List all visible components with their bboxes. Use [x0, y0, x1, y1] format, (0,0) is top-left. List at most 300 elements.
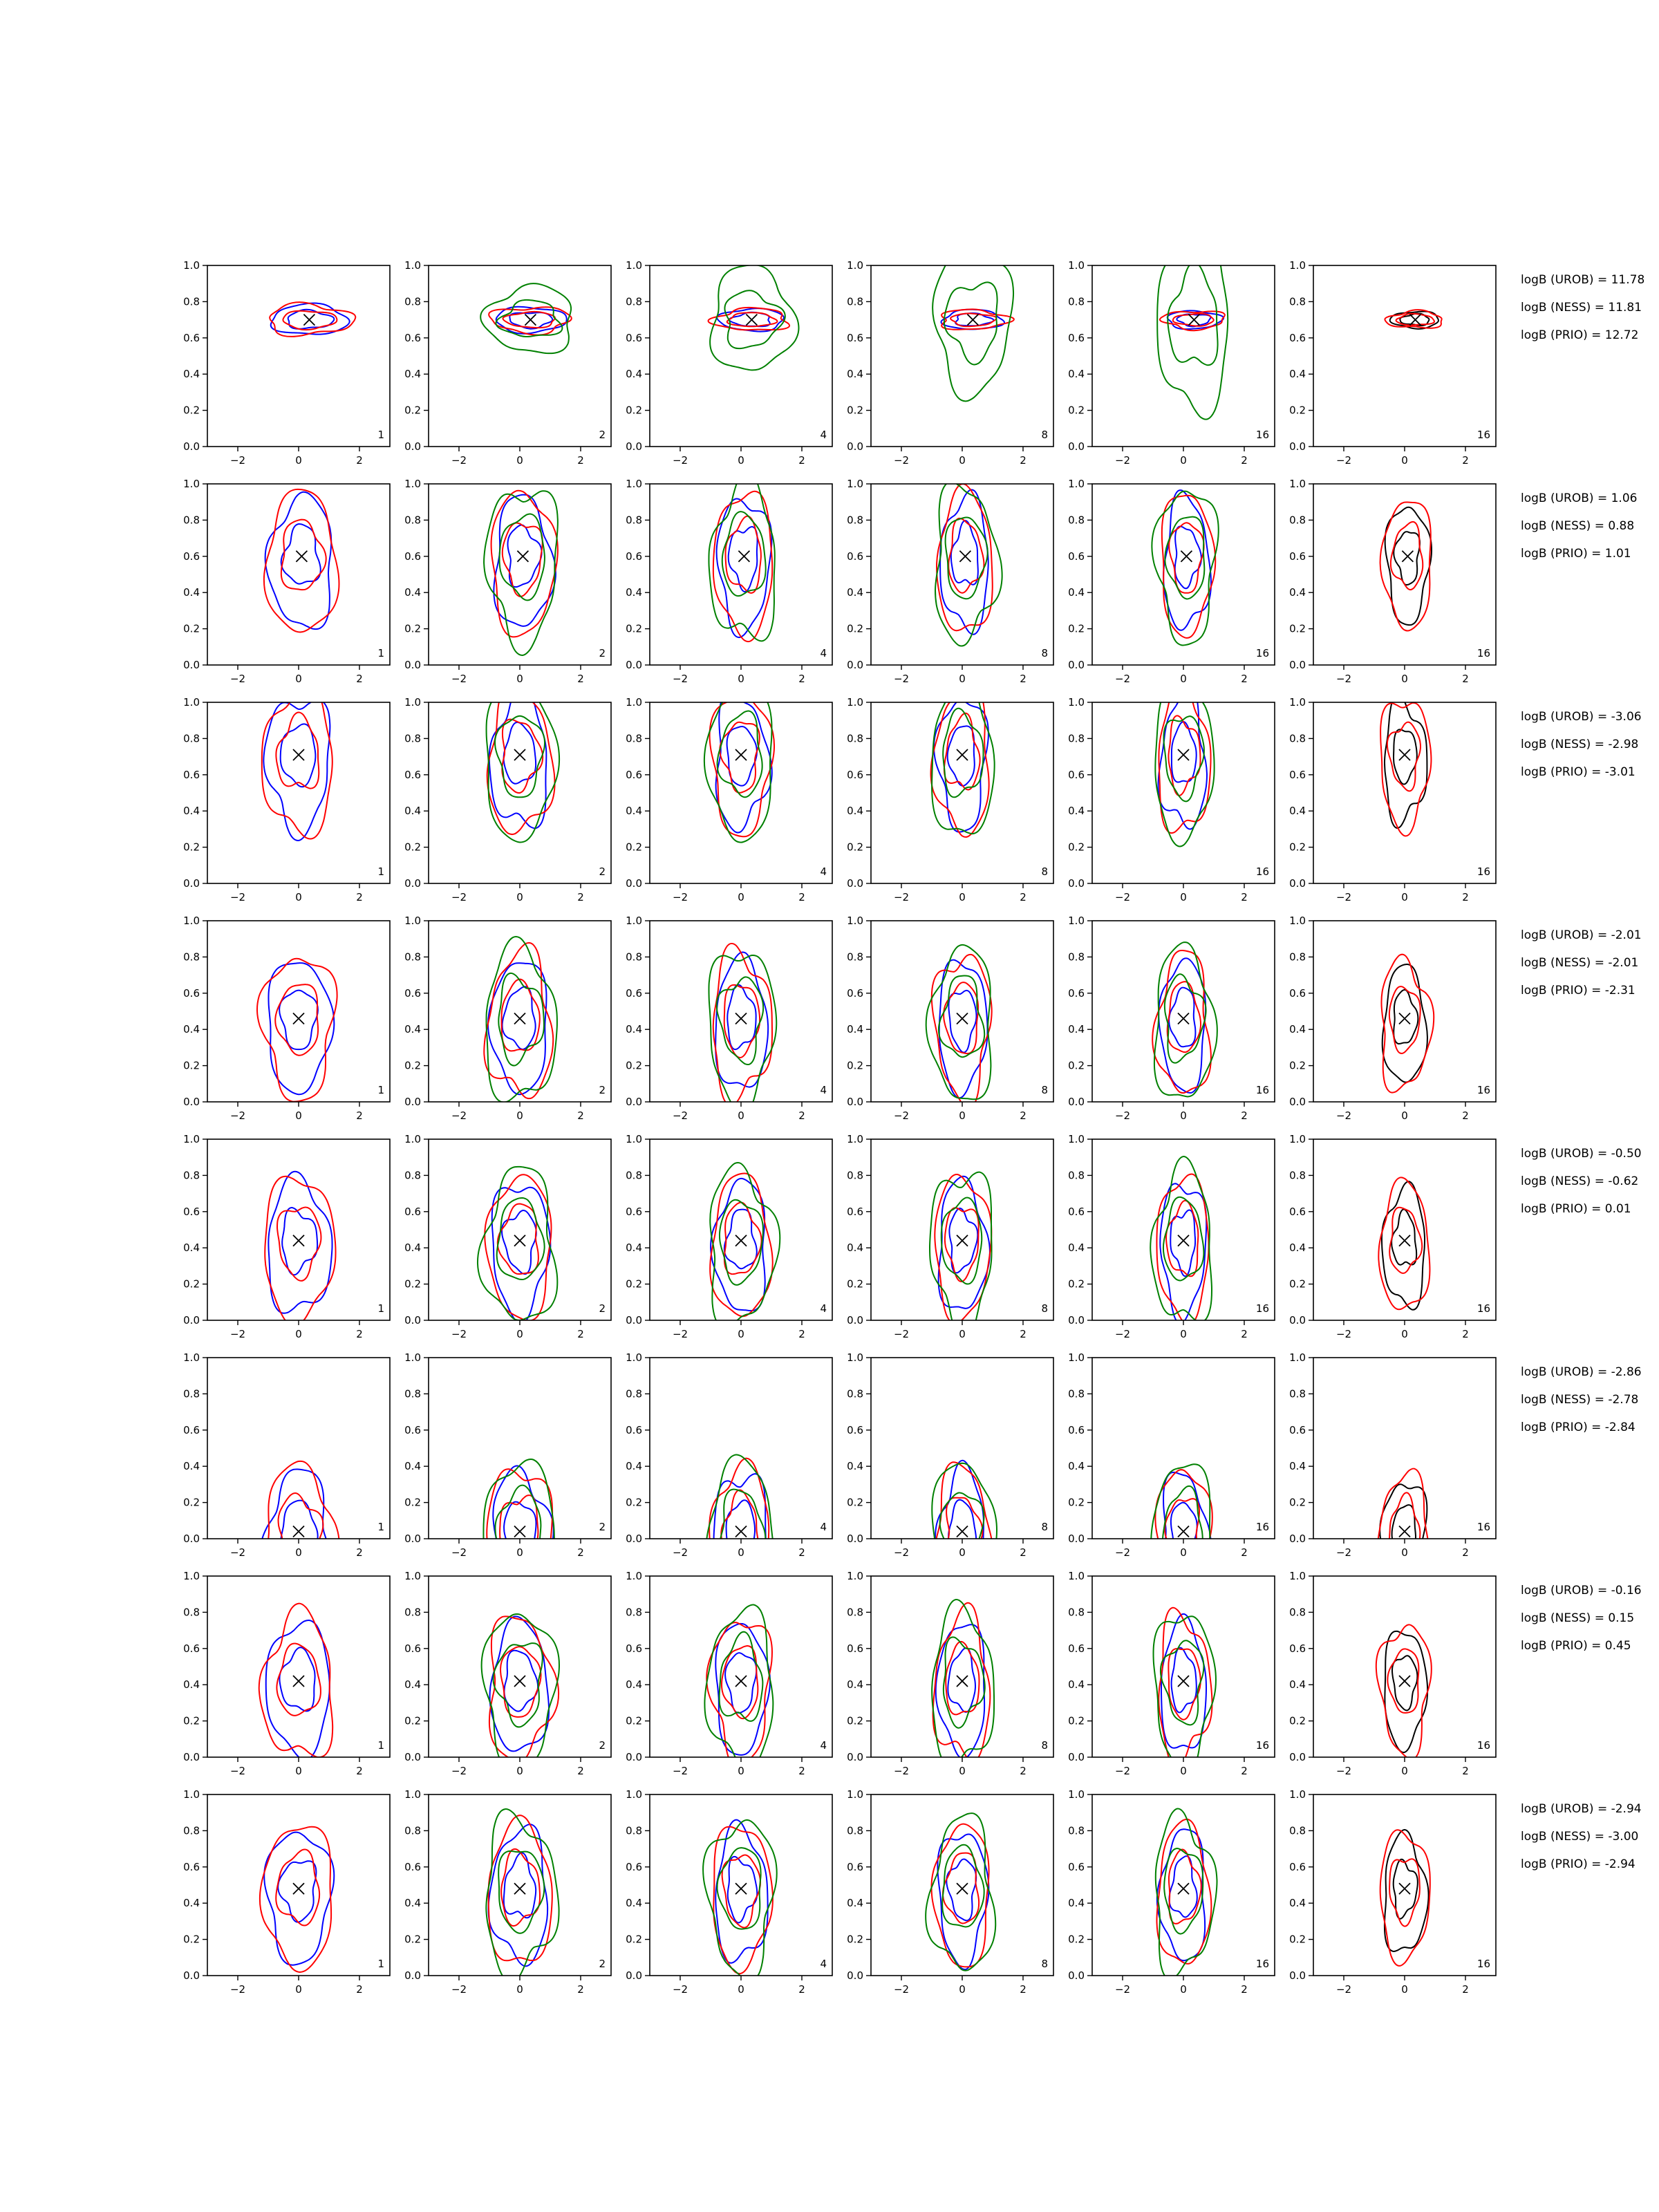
- x-tick-label: −2: [672, 673, 688, 685]
- y-tick-label: 0.0: [183, 659, 200, 671]
- x-tick-label: −2: [893, 454, 910, 467]
- truth-marker: [1181, 551, 1192, 562]
- y-tick-label: 0.2: [1068, 1933, 1085, 1946]
- logb-annotation: logB (PRIO) = -2.84: [1521, 1421, 1635, 1434]
- panel-r8-c3: [626, 1788, 832, 1996]
- axes-frame: [1313, 1794, 1496, 1976]
- y-tick-label: 1.0: [404, 1351, 421, 1364]
- x-tick-label: 2: [1020, 891, 1027, 903]
- axes-frame: [1092, 1358, 1275, 1539]
- x-tick-label: 2: [1241, 1983, 1248, 1996]
- contour-group: [1156, 1808, 1217, 1979]
- x-tick-label: −2: [1114, 1546, 1131, 1559]
- y-tick-label: 1.0: [1068, 696, 1085, 709]
- x-tick-label: 0: [738, 1546, 744, 1559]
- x-tick-label: 2: [577, 454, 584, 467]
- panel-r8-c5: [1068, 1788, 1275, 1996]
- ness-contour-level-1: [264, 489, 339, 632]
- panel-r8-c6: [1289, 1788, 1496, 1996]
- y-tick-label: 0.0: [1289, 1969, 1306, 1982]
- x-tick-label: −2: [451, 1109, 467, 1122]
- panel-column-label: 16: [1255, 1739, 1269, 1752]
- y-tick-label: 1.0: [626, 915, 642, 927]
- x-tick-label: 0: [959, 1109, 966, 1122]
- y-tick-label: 0.2: [847, 1933, 863, 1946]
- logb-annotation: logB (PRIO) = 0.45: [1521, 1639, 1631, 1653]
- x-tick-label: 0: [1180, 454, 1187, 467]
- contour-group: [260, 1827, 334, 1972]
- x-tick-label: −2: [672, 1546, 688, 1559]
- y-tick-label: 0.2: [404, 1933, 421, 1946]
- y-tick-label: 0.8: [1289, 1387, 1306, 1400]
- x-tick-label: 2: [356, 891, 363, 903]
- y-tick-label: 0.2: [1068, 1496, 1085, 1509]
- y-tick-label: 0.6: [404, 550, 421, 563]
- x-tick-label: 2: [798, 1109, 805, 1122]
- truth-marker: [293, 1676, 304, 1687]
- prio-contour-level-2: [943, 709, 983, 798]
- x-tick-label: 2: [577, 673, 584, 685]
- ness-contour-level-1: [484, 943, 553, 1098]
- truth-marker: [525, 315, 536, 326]
- panel-column-label: 4: [820, 1958, 827, 1970]
- panel-column-label: 1: [377, 1958, 384, 1970]
- panel-r1-c4: [847, 249, 1053, 467]
- y-tick-label: 1.0: [1068, 259, 1085, 272]
- panel-column-label: 1: [377, 647, 384, 659]
- axes-frame: [207, 265, 390, 447]
- y-tick-label: 1.0: [626, 1788, 642, 1801]
- contour-group: [704, 689, 774, 843]
- y-tick-label: 0.8: [183, 1824, 200, 1837]
- x-tick-label: 0: [1401, 891, 1408, 903]
- prio-contour-level-1: [1152, 491, 1218, 646]
- urob-contour-level-2: [1169, 1856, 1197, 1917]
- contour-group: [704, 1604, 773, 1770]
- y-tick-label: 0.8: [1068, 1824, 1085, 1837]
- prio-contour-level-1: [1151, 1464, 1210, 1621]
- x-tick-label: 0: [959, 1328, 966, 1340]
- x-tick-label: −2: [672, 1765, 688, 1777]
- contour-group: [1155, 679, 1214, 847]
- y-tick-label: 0.0: [1068, 1751, 1085, 1763]
- x-tick-label: 2: [798, 1983, 805, 1996]
- contour-group: [1151, 1464, 1212, 1621]
- axes-frame: [1313, 1139, 1496, 1320]
- prio-contour-level-1: [486, 1809, 559, 1983]
- x-tick-label: 2: [1020, 454, 1027, 467]
- y-tick-label: 0.0: [1289, 659, 1306, 671]
- y-tick-label: 0.2: [404, 404, 421, 417]
- y-tick-label: 1.0: [626, 1351, 642, 1364]
- contour-group: [703, 1820, 777, 1981]
- reference-contour-level-2: [1391, 1210, 1416, 1265]
- contour-group: [484, 491, 558, 655]
- panel-column-label: 16: [1477, 1302, 1490, 1315]
- reference-contour-level-2: [1392, 1656, 1417, 1710]
- x-tick-label: 2: [356, 1109, 363, 1122]
- y-tick-label: 0.4: [847, 1023, 863, 1036]
- y-tick-label: 0.8: [404, 1824, 421, 1837]
- logb-annotation: logB (UROB) = -2.01: [1521, 928, 1642, 942]
- logb-annotation: logB (PRIO) = 1.01: [1521, 547, 1631, 561]
- x-tick-label: −2: [1335, 1109, 1352, 1122]
- y-tick-label: 0.0: [1289, 440, 1306, 453]
- axes-frame: [1313, 1358, 1496, 1539]
- axes-frame: [1313, 265, 1496, 447]
- contour-group: [931, 676, 995, 837]
- y-tick-label: 0.2: [1289, 622, 1306, 635]
- truth-marker: [1178, 1676, 1189, 1687]
- panel-r4-c2: [404, 915, 611, 1122]
- y-tick-label: 0.6: [1289, 1860, 1306, 1873]
- prio-contour-level-2: [1163, 716, 1203, 801]
- x-tick-label: 2: [1241, 891, 1248, 903]
- x-tick-label: −2: [1114, 673, 1131, 685]
- truth-marker: [735, 1526, 747, 1537]
- truth-marker: [293, 749, 304, 760]
- contour-group: [478, 1167, 557, 1324]
- y-tick-label: 1.0: [847, 1351, 863, 1364]
- y-tick-label: 0.6: [847, 1642, 863, 1655]
- ness-contour-level-1: [713, 944, 772, 1106]
- truth-marker: [293, 1235, 304, 1246]
- truth-marker: [1399, 1235, 1410, 1246]
- urob-contour-level-2: [951, 521, 978, 585]
- y-tick-label: 0.6: [183, 1205, 200, 1218]
- x-tick-label: 0: [1180, 673, 1187, 685]
- y-tick-label: 0.2: [1068, 622, 1085, 635]
- y-tick-label: 0.2: [404, 1059, 421, 1072]
- x-tick-label: 0: [738, 1328, 744, 1340]
- y-tick-label: 0.0: [183, 1751, 200, 1763]
- panel-r1-c6: [1289, 259, 1496, 467]
- x-tick-label: 0: [295, 1328, 302, 1340]
- y-tick-label: 1.0: [183, 1788, 200, 1801]
- y-tick-label: 0.2: [404, 1496, 421, 1509]
- panel-r4-c6: [1289, 915, 1496, 1122]
- ness-contour-level-2: [1387, 722, 1421, 791]
- y-tick-label: 0.4: [404, 1023, 421, 1036]
- x-tick-label: 2: [798, 1765, 805, 1777]
- y-tick-label: 0.6: [626, 986, 642, 1000]
- panel-r8-c2: [404, 1788, 611, 1996]
- y-tick-label: 0.0: [183, 1314, 200, 1327]
- y-tick-label: 0.4: [404, 1897, 421, 1910]
- x-tick-label: 0: [1180, 891, 1187, 903]
- x-tick-label: 2: [1020, 673, 1027, 685]
- y-tick-label: 0.2: [847, 1277, 863, 1291]
- y-tick-label: 0.4: [1068, 1678, 1085, 1691]
- logb-annotation: logB (PRIO) = -2.94: [1521, 1857, 1635, 1871]
- y-tick-label: 0.2: [626, 1933, 642, 1946]
- x-tick-label: 2: [1241, 1109, 1248, 1122]
- y-tick-label: 0.6: [183, 768, 200, 781]
- panel-column-label: 1: [377, 1521, 384, 1533]
- panel-r6-c1: [183, 1351, 390, 1604]
- x-tick-label: −2: [229, 1546, 246, 1559]
- y-tick-label: 0.8: [626, 295, 642, 308]
- x-tick-label: 2: [577, 1983, 584, 1996]
- y-tick-label: 0.8: [1068, 1169, 1085, 1182]
- x-tick-label: 0: [295, 1983, 302, 1996]
- prio-contour-level-2: [942, 1845, 984, 1927]
- y-tick-label: 0.8: [1289, 732, 1306, 745]
- y-tick-label: 1.0: [1068, 1570, 1085, 1582]
- y-tick-label: 0.6: [183, 986, 200, 1000]
- y-tick-label: 0.0: [626, 877, 642, 890]
- y-tick-label: 0.4: [404, 1241, 421, 1255]
- x-tick-label: 2: [356, 673, 363, 685]
- y-tick-label: 1.0: [1289, 1133, 1306, 1145]
- axes-frame: [429, 265, 611, 447]
- panel-column-label: 1: [377, 1084, 384, 1096]
- panel-r2-c6: [1289, 478, 1496, 685]
- y-tick-label: 0.8: [1289, 1824, 1306, 1837]
- ness-contour-level-1: [489, 1616, 559, 1762]
- logb-annotation: logB (UROB) = -0.16: [1521, 1584, 1642, 1597]
- y-tick-label: 0.4: [1289, 368, 1306, 381]
- axes-frame: [429, 1358, 611, 1539]
- axes-frame: [1092, 265, 1275, 447]
- y-tick-label: 0.6: [1289, 1642, 1306, 1655]
- x-tick-label: 2: [577, 1765, 584, 1777]
- urob-contour-level-2: [1172, 722, 1197, 782]
- panel-r5-c4: [847, 1133, 1053, 1341]
- y-tick-label: 0.0: [404, 659, 421, 671]
- axes-frame: [871, 1358, 1053, 1539]
- x-tick-label: 0: [959, 891, 966, 903]
- y-tick-label: 0.6: [1289, 331, 1306, 344]
- y-tick-label: 0.6: [1289, 986, 1306, 1000]
- y-tick-label: 0.6: [847, 1205, 863, 1218]
- x-tick-label: −2: [451, 1983, 467, 1996]
- urob-contour-level-2: [724, 1210, 757, 1269]
- y-tick-label: 0.4: [1289, 1023, 1306, 1036]
- panel-column-label: 2: [599, 1739, 606, 1752]
- axes-frame: [1092, 484, 1275, 665]
- x-tick-label: −2: [672, 891, 688, 903]
- truth-marker: [1178, 1883, 1189, 1894]
- y-tick-label: 0.0: [404, 1969, 421, 1982]
- y-tick-label: 0.2: [183, 1496, 200, 1509]
- truth-marker: [514, 1013, 525, 1024]
- y-tick-label: 0.4: [404, 1460, 421, 1473]
- y-tick-label: 0.0: [626, 1314, 642, 1327]
- y-tick-label: 0.0: [847, 659, 863, 671]
- y-tick-label: 0.0: [847, 1533, 863, 1545]
- x-tick-label: −2: [229, 1328, 246, 1340]
- y-tick-label: 0.8: [1289, 950, 1306, 964]
- y-tick-label: 0.2: [1289, 1496, 1306, 1509]
- x-tick-label: 2: [356, 454, 363, 467]
- x-tick-label: 2: [1020, 1765, 1027, 1777]
- x-tick-label: −2: [1335, 673, 1352, 685]
- panel-r3-c6: [1289, 694, 1496, 903]
- truth-marker: [514, 1526, 525, 1537]
- contour-group: [935, 482, 1002, 646]
- x-tick-label: −2: [1114, 891, 1131, 903]
- y-tick-label: 0.2: [183, 1714, 200, 1727]
- x-tick-label: 0: [1180, 1328, 1187, 1340]
- panel-r5-c3: [626, 1133, 832, 1340]
- y-tick-label: 0.8: [1068, 1387, 1085, 1400]
- y-tick-label: 0.8: [183, 1169, 200, 1182]
- x-tick-label: 2: [1462, 1983, 1469, 1996]
- x-tick-label: 2: [1020, 1109, 1027, 1122]
- y-tick-label: 1.0: [1068, 1133, 1085, 1145]
- panel-column-label: 8: [1041, 429, 1048, 441]
- x-tick-label: −2: [1335, 1546, 1352, 1559]
- truth-marker: [293, 1013, 304, 1024]
- truth-marker: [957, 749, 968, 760]
- x-tick-label: 2: [1462, 1546, 1469, 1559]
- ness-contour-level-1: [260, 1827, 331, 1972]
- truth-marker: [1402, 551, 1413, 562]
- y-tick-label: 0.6: [847, 1860, 863, 1873]
- y-tick-label: 0.0: [1289, 1751, 1306, 1763]
- x-tick-label: 0: [959, 1765, 966, 1777]
- y-tick-label: 0.2: [404, 1714, 421, 1727]
- x-tick-label: 2: [1462, 454, 1469, 467]
- y-tick-label: 0.8: [626, 514, 642, 527]
- y-tick-label: 0.2: [1289, 1059, 1306, 1072]
- panel-r4-c3: [626, 915, 832, 1122]
- panel-column-label: 1: [377, 1302, 384, 1315]
- panel-r2-c2: [404, 478, 611, 685]
- y-tick-label: 1.0: [1068, 478, 1085, 490]
- urob-contour-level-2: [281, 524, 321, 584]
- panel-r6-c6: [1289, 1351, 1496, 1608]
- x-tick-label: −2: [1114, 454, 1131, 467]
- y-tick-label: 1.0: [404, 1570, 421, 1582]
- panel-column-label: 16: [1477, 1084, 1490, 1096]
- y-tick-label: 1.0: [847, 1788, 863, 1801]
- y-tick-label: 1.0: [847, 259, 863, 272]
- contour-group: [709, 471, 774, 641]
- contour-group: [926, 1813, 995, 1971]
- panel-column-label: 4: [820, 1084, 827, 1096]
- y-tick-label: 0.8: [626, 1824, 642, 1837]
- contour-group: [265, 1172, 335, 1327]
- y-tick-label: 0.8: [626, 1606, 642, 1619]
- y-tick-label: 1.0: [404, 259, 421, 272]
- y-tick-label: 1.0: [183, 1570, 200, 1582]
- truth-marker: [1409, 315, 1421, 326]
- panel-column-label: 1: [377, 865, 384, 878]
- panel-r3-c1: [183, 682, 390, 903]
- contour-group: [1380, 502, 1432, 630]
- y-tick-label: 1.0: [626, 696, 642, 709]
- y-tick-label: 0.4: [1289, 586, 1306, 599]
- y-tick-label: 0.4: [626, 368, 642, 381]
- y-tick-label: 0.8: [404, 1169, 421, 1182]
- y-tick-label: 0.8: [183, 1387, 200, 1400]
- y-tick-label: 1.0: [183, 1351, 200, 1364]
- panel-column-label: 2: [599, 1521, 606, 1533]
- contour-group: [926, 945, 992, 1108]
- truth-marker: [296, 551, 307, 562]
- x-tick-label: 0: [1401, 1546, 1408, 1559]
- y-tick-label: 0.4: [1068, 1460, 1085, 1473]
- y-tick-label: 0.6: [404, 1860, 421, 1873]
- panel-r1-c3: [626, 259, 832, 467]
- panel-column-label: 4: [820, 1739, 827, 1752]
- y-tick-label: 0.4: [183, 805, 200, 818]
- logb-annotation: logB (NESS) = -0.62: [1521, 1174, 1639, 1188]
- y-tick-label: 1.0: [1068, 1788, 1085, 1801]
- ness-contour-level-2: [503, 523, 543, 596]
- x-tick-label: 2: [1241, 673, 1248, 685]
- y-tick-label: 1.0: [847, 1570, 863, 1582]
- y-tick-label: 0.4: [183, 1897, 200, 1910]
- y-tick-label: 0.8: [847, 732, 863, 745]
- y-tick-label: 0.6: [626, 1860, 642, 1873]
- contour-group: [1380, 694, 1431, 836]
- panel-r4-c5: [1068, 915, 1275, 1122]
- y-tick-label: 1.0: [1289, 478, 1306, 490]
- x-tick-label: −2: [451, 1765, 467, 1777]
- y-tick-label: 0.2: [404, 622, 421, 635]
- truth-marker: [959, 551, 971, 562]
- y-tick-label: 0.6: [183, 550, 200, 563]
- x-tick-label: 0: [516, 1765, 523, 1777]
- x-tick-label: 0: [295, 1109, 302, 1122]
- x-tick-label: 2: [356, 1983, 363, 1996]
- y-tick-label: 0.0: [847, 1969, 863, 1982]
- x-tick-label: −2: [1114, 1983, 1131, 1996]
- ness-contour-level-1: [706, 1622, 772, 1768]
- axes-frame: [1313, 702, 1496, 883]
- contour-group: [1381, 955, 1434, 1093]
- x-tick-label: 2: [1241, 1328, 1248, 1340]
- x-tick-label: 2: [1241, 454, 1248, 467]
- y-tick-label: 0.6: [1068, 331, 1085, 344]
- y-tick-label: 1.0: [404, 1133, 421, 1145]
- logb-annotation: logB (NESS) = 0.15: [1521, 1611, 1635, 1625]
- ness-contour-level-1: [1378, 1469, 1429, 1608]
- contour-group: [483, 1459, 554, 1622]
- truth-marker: [1178, 749, 1189, 760]
- panel-column-label: 8: [1041, 1302, 1048, 1315]
- y-tick-label: 0.2: [1068, 1277, 1085, 1291]
- x-tick-label: 0: [1401, 1983, 1408, 1996]
- y-tick-label: 0.2: [847, 404, 863, 417]
- y-tick-label: 0.4: [1289, 1241, 1306, 1255]
- y-tick-label: 0.0: [1068, 1969, 1085, 1982]
- axes-frame: [207, 1139, 390, 1320]
- x-tick-label: 0: [1401, 1328, 1408, 1340]
- y-tick-label: 0.8: [847, 950, 863, 964]
- contour-group: [932, 249, 1014, 401]
- y-tick-label: 0.0: [847, 1314, 863, 1327]
- truth-marker: [957, 1676, 968, 1687]
- y-tick-label: 0.4: [183, 1241, 200, 1255]
- panel-column-label: 8: [1041, 1739, 1048, 1752]
- y-tick-label: 0.0: [1289, 1533, 1306, 1545]
- y-tick-label: 1.0: [183, 1133, 200, 1145]
- truth-marker: [735, 1235, 747, 1246]
- x-tick-label: 0: [516, 1983, 523, 1996]
- logb-annotation: logB (NESS) = 0.88: [1521, 519, 1635, 533]
- x-tick-label: −2: [672, 1983, 688, 1996]
- contour-group: [1152, 490, 1218, 645]
- y-tick-label: 0.6: [1068, 550, 1085, 563]
- truth-marker: [1399, 1526, 1410, 1537]
- axes-frame: [650, 921, 832, 1102]
- truth-marker: [957, 1235, 968, 1246]
- x-tick-label: 0: [1401, 454, 1408, 467]
